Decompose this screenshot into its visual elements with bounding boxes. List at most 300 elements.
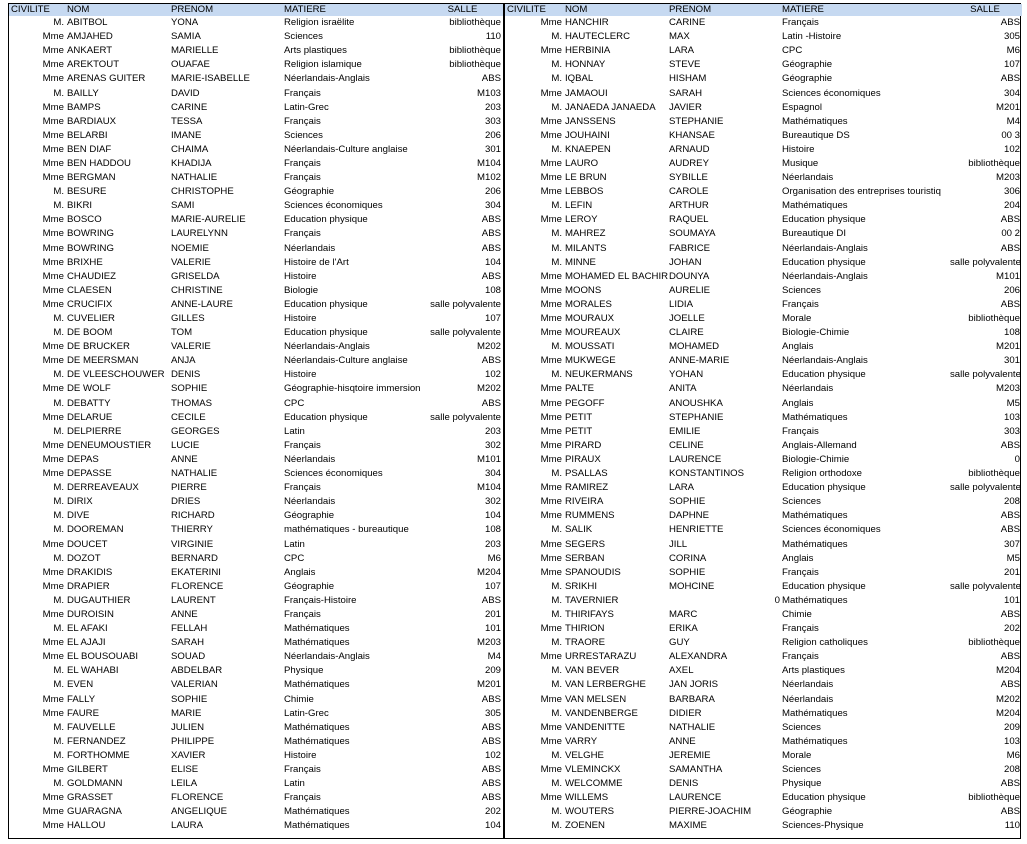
table-row (505, 382, 1022, 396)
matiere-cell: Sciences économiques (284, 468, 383, 480)
table-row (9, 213, 503, 227)
nom-cell: ABITBOL (67, 17, 108, 29)
civilite-cell: M. (53, 327, 64, 339)
nom-cell: DE BRUCKER (67, 341, 130, 353)
table-row (9, 608, 503, 622)
salle-cell: salle polyvalente (950, 369, 1021, 381)
salle-cell: 102 (484, 749, 501, 761)
civilite-cell: M. (53, 524, 64, 536)
salle-cell: M101 (477, 453, 501, 465)
prenom-cell: CHAIMA (171, 143, 209, 155)
table-row (505, 199, 1022, 213)
civilite-cell: Mme (540, 425, 562, 437)
prenom-cell: JULIEN (171, 721, 205, 733)
civilite-cell: Mme (540, 538, 562, 550)
matiere-cell: Education physique (782, 369, 866, 381)
table-row (505, 213, 1022, 227)
nom-cell: BARDIAUX (67, 115, 117, 127)
prenom-cell: JOELLE (669, 313, 705, 325)
civilite-cell: Mme (42, 453, 64, 465)
matiere-cell: Histoire (782, 143, 815, 155)
prenom-cell: NATHALIE (171, 468, 218, 480)
table-row (9, 44, 503, 58)
matiere-cell: Néerlandais-Culture anglaise (284, 355, 408, 367)
salle-cell: 102 (1003, 143, 1020, 155)
nom-cell: DUROISIN (67, 608, 114, 620)
matiere-cell: Chimie (782, 608, 812, 620)
table-row (9, 777, 503, 791)
civilite-cell: M. (53, 749, 64, 761)
civilite-cell: Mme (42, 115, 64, 127)
nom-cell: BERGMAN (67, 172, 116, 184)
nom-cell: DOOREMAN (67, 524, 124, 536)
matiere-cell: Mathématiques (782, 594, 848, 606)
civilite-cell: Mme (540, 270, 562, 282)
salle-cell: M4 (487, 651, 501, 663)
header-civilite: CIVILITE (505, 4, 565, 16)
nom-cell: BELARBI (67, 129, 108, 141)
civilite-cell: M. (551, 143, 562, 155)
nom-cell: DEPAS (67, 453, 99, 465)
prenom-cell: SOPHIE (669, 496, 706, 508)
salle-cell: ABS (481, 397, 501, 409)
prenom-cell: ELISE (171, 764, 199, 776)
nom-cell: DELPIERRE (67, 425, 122, 437)
table-row (9, 481, 503, 495)
nom-cell: GUARAGNA (67, 806, 122, 818)
matiere-cell: Latin-Grec (284, 101, 329, 113)
table-row (9, 157, 503, 171)
nom-cell: EVEN (67, 679, 94, 691)
table-row (505, 509, 1022, 523)
salle-cell: 101 (1003, 594, 1020, 606)
salle-cell: 206 (484, 129, 501, 141)
civilite-cell: M. (551, 637, 562, 649)
prenom-cell: THOMAS (171, 397, 213, 409)
table-row (505, 678, 1022, 692)
civilite-cell: Mme (540, 45, 562, 57)
salle-cell: salle polyvalente (950, 580, 1021, 592)
matiere-cell: Géographie (782, 59, 833, 71)
table-row (505, 819, 1022, 833)
nom-cell: EL BOUSOUABI (67, 651, 139, 663)
nom-cell: CRUCIFIX (67, 298, 113, 310)
table-row (9, 30, 503, 44)
civilite-cell: Mme (42, 341, 64, 353)
matiere-cell: Histoire de l'Art (284, 256, 349, 268)
prenom-cell: FLORENCE (171, 580, 224, 592)
table-row (505, 326, 1022, 340)
civilite-cell: M. (551, 341, 562, 353)
nom-cell: DELARUE (67, 411, 113, 423)
matiere-cell: Mathématiques (284, 637, 350, 649)
table-row (9, 693, 503, 707)
salle-cell: ABS (481, 735, 501, 747)
civilite-cell: M. (551, 242, 562, 254)
prenom-cell: FABRICE (669, 242, 711, 254)
civilite-cell: Mme (42, 707, 64, 719)
civilite-cell: M. (53, 510, 64, 522)
salle-cell: ABS (481, 778, 501, 790)
salle-cell: ABS (481, 228, 501, 240)
prenom-cell: DOUNYA (669, 270, 710, 282)
civilite-cell: Mme (540, 623, 562, 635)
extra-value: 0 (774, 594, 780, 606)
prenom-cell: JAVIER (669, 101, 702, 113)
civilite-cell: M. (551, 101, 562, 113)
civilite-cell: Mme (540, 411, 562, 423)
prenom-cell: NOEMIE (171, 242, 209, 254)
matiere-cell: Chimie (284, 693, 314, 705)
nom-cell: MOUSSATI (565, 341, 615, 353)
civilite-cell: M. (53, 496, 64, 508)
matiere-cell: CPC (284, 552, 305, 564)
table-row (505, 439, 1022, 453)
matiere-cell: Néerlandais (284, 453, 336, 465)
nom-cell: DOZOT (67, 552, 101, 564)
matiere-cell: Anglais (782, 397, 814, 409)
civilite-cell: Mme (42, 608, 64, 620)
prenom-cell (669, 594, 782, 608)
nom-cell: DE MEERSMAN (67, 355, 139, 367)
civilite-cell: Mme (540, 214, 562, 226)
matiere-cell: Education physique (284, 327, 368, 339)
nom-cell: VAN MELSEN (565, 693, 627, 705)
prenom-cell: JEREMIE (669, 749, 711, 761)
salle-cell: M204 (477, 566, 501, 578)
civilite-cell: Mme (540, 298, 562, 310)
prenom-cell: KHADIJA (171, 157, 212, 169)
nom-cell: MAHREZ (565, 228, 606, 240)
matiere-cell: Education physique (782, 580, 866, 592)
table-row (9, 425, 503, 439)
table-row (9, 819, 503, 833)
civilite-cell: M. (551, 608, 562, 620)
matiere-cell: Mathématiques (782, 115, 848, 127)
table-row (9, 199, 503, 213)
civilite-cell: M. (551, 820, 562, 832)
nom-cell: MOURAUX (565, 313, 615, 325)
matiere-cell: Histoire (284, 313, 317, 325)
prenom-cell: DENIS (171, 369, 201, 381)
salle-cell: 104 (484, 820, 501, 832)
table-row (505, 721, 1022, 735)
nom-cell: WOUTERS (565, 806, 615, 818)
civilite-cell: Mme (42, 59, 64, 71)
table-row (505, 171, 1022, 185)
salle-cell: 104 (484, 256, 501, 268)
table-row (505, 397, 1022, 411)
salle-cell: 204 (1003, 200, 1020, 212)
civilite-cell: Mme (42, 538, 64, 550)
nom-cell: HALLOU (67, 820, 106, 832)
prenom-cell: MARIELLE (171, 45, 219, 57)
civilite-cell: M. (551, 200, 562, 212)
salle-cell: M203 (996, 172, 1020, 184)
salle-cell: 201 (484, 608, 501, 620)
nom-cell: MOONS (565, 284, 602, 296)
table-row (9, 566, 503, 580)
prenom-cell: MARC (669, 608, 698, 620)
prenom-cell: LARA (669, 482, 695, 494)
salle-cell: ABS (481, 693, 501, 705)
nom-cell: SRIKHI (565, 580, 597, 592)
prenom-cell: ARNAUD (669, 143, 710, 155)
prenom-cell: CORINA (669, 552, 707, 564)
prenom-cell: DAVID (171, 87, 200, 99)
table-row (505, 693, 1022, 707)
matiere-cell: Géographie (284, 510, 335, 522)
civilite-cell: Mme (540, 327, 562, 339)
table-row (9, 749, 503, 763)
salle-cell: 107 (1003, 59, 1020, 71)
table-row (505, 537, 1022, 551)
nom-cell: PETIT (565, 411, 593, 423)
salle-cell: 303 (1003, 425, 1020, 437)
matiere-cell: Français (284, 87, 321, 99)
matiere-cell: Anglais-Allemand (782, 439, 857, 451)
civilite-cell: Mme (540, 87, 562, 99)
nom-cell: JANSSENS (565, 115, 616, 127)
nom-cell: ANKAERT (67, 45, 113, 57)
matiere-cell: Sciences économiques (782, 87, 881, 99)
table-row (9, 382, 503, 396)
prenom-cell: KHANSAE (669, 129, 715, 141)
prenom-cell: NATHALIE (171, 172, 218, 184)
prenom-cell: CARINE (669, 17, 706, 29)
civilite-cell: M. (53, 200, 64, 212)
prenom-cell: THIERRY (171, 524, 213, 536)
table-row (9, 721, 503, 735)
prenom-cell: SOPHIE (669, 566, 706, 578)
civilite-cell: M. (551, 749, 562, 761)
nom-cell: ZOENEN (565, 820, 605, 832)
nom-cell: CLAESEN (67, 284, 112, 296)
salle-cell: 203 (484, 425, 501, 437)
nom-cell: DE WOLF (67, 383, 111, 395)
nom-cell: VELGHE (565, 749, 604, 761)
salle-cell: 0 (1014, 453, 1020, 465)
prenom-cell: TESSA (171, 115, 203, 127)
prenom-cell: LARA (669, 45, 695, 57)
salle-cell: ABS (1000, 608, 1020, 620)
nom-cell: CHAUDIEZ (67, 270, 117, 282)
salle-cell: ABS (1000, 510, 1020, 522)
nom-cell: VANDENITTE (565, 721, 626, 733)
prenom-cell: MOHCINE (669, 580, 715, 592)
table-row (505, 227, 1022, 241)
teacher-table-right (505, 4, 1022, 833)
table-row (505, 594, 1022, 608)
civilite-cell: Mme (42, 580, 64, 592)
nom-cell: BOWRING (67, 242, 114, 254)
civilite-cell: Mme (42, 792, 64, 804)
prenom-cell: STEVE (669, 59, 701, 71)
table-row (505, 143, 1022, 157)
table-row (505, 636, 1022, 650)
matiere-cell: Néerlandais-Culture anglaise (284, 143, 408, 155)
civilite-cell: M. (53, 594, 64, 606)
civilite-cell: M. (53, 425, 64, 437)
table-row (9, 594, 503, 608)
left-table-block (9, 4, 503, 838)
civilite-cell: Mme (42, 129, 64, 141)
prenom-cell: LAURENT (171, 594, 216, 606)
salle-cell: M101 (996, 270, 1020, 282)
civilite-cell: M. (551, 679, 562, 691)
civilite-cell: Mme (42, 31, 64, 43)
salle-cell: bibliothèque (968, 157, 1020, 169)
nom-cell: HANCHIR (565, 17, 609, 29)
salle-cell: M201 (996, 341, 1020, 353)
nom-cell: LE BRUN (565, 172, 607, 184)
prenom-cell: LEILA (171, 778, 198, 790)
prenom-cell: MAX (669, 31, 690, 43)
salle-cell: ABS (481, 355, 501, 367)
matiere-cell: Français (284, 439, 321, 451)
salle-cell: 108 (484, 284, 501, 296)
table-row (9, 129, 503, 143)
prenom-cell: SAMIA (171, 31, 201, 43)
civilite-cell: M. (551, 778, 562, 790)
prenom-cell: LAURA (171, 820, 203, 832)
nom-cell: VANDENBERGE (565, 707, 638, 719)
matiere-cell: mathématiques - bureautique (284, 524, 409, 536)
table-row (9, 86, 503, 100)
table-row (505, 707, 1022, 721)
matiere-cell: Anglais (284, 566, 316, 578)
prenom-cell: MAXIME (669, 820, 707, 832)
salle-cell: 107 (484, 313, 501, 325)
matiere-cell: Français (782, 17, 819, 29)
salle-cell: 306 (1003, 186, 1020, 198)
table-row (9, 340, 503, 354)
civilite-cell: Mme (540, 510, 562, 522)
table-row (9, 227, 503, 241)
header-prenom: PRENOM (171, 4, 284, 16)
matiere-cell: Espagnol (782, 101, 823, 113)
matiere-cell: Religion islamique (284, 59, 362, 71)
prenom-cell: VALERIE (171, 341, 211, 353)
nom-cell: FERNANDEZ (67, 735, 126, 747)
civilite-cell: M. (53, 778, 64, 790)
matiere-cell: Mathématiques (284, 679, 350, 691)
nom-cell: DENEUMOUSTIER (67, 439, 152, 451)
prenom-cell: CLAIRE (669, 327, 704, 339)
table-row (9, 312, 503, 326)
prenom-cell: PIERRE-JOACHIM (669, 806, 752, 818)
table-row (9, 523, 503, 537)
civilite-cell: Mme (42, 143, 64, 155)
matiere-cell: Français (782, 566, 819, 578)
nom-cell: RUMMENS (565, 510, 615, 522)
nom-cell: FALLY (67, 693, 96, 705)
civilite-cell: M. (53, 552, 64, 564)
nom-cell: DEPASSE (67, 468, 112, 480)
prenom-cell: RICHARD (171, 510, 215, 522)
prenom-cell: PIERRE (171, 482, 207, 494)
table-row (505, 791, 1022, 805)
salle-cell: ABS (1000, 73, 1020, 85)
table-row (9, 791, 503, 805)
nom-cell: MILANTS (565, 242, 607, 254)
salle-cell: ABS (481, 594, 501, 606)
civilite-cell: Mme (540, 693, 562, 705)
civilite-cell: Mme (42, 764, 64, 776)
matiere-cell: Education physique (782, 482, 866, 494)
matiere-cell: Français (284, 482, 321, 494)
table-row (505, 481, 1022, 495)
table-row (505, 368, 1022, 382)
salle-cell: 201 (1003, 566, 1020, 578)
salle-cell: bibliothèque (968, 313, 1020, 325)
prenom-cell: MARIE-ISABELLE (171, 73, 250, 85)
prenom-cell: EKATERINI (171, 566, 221, 578)
civilite-cell: Mme (42, 383, 64, 395)
civilite-cell: Mme (540, 764, 562, 776)
table-row (505, 495, 1022, 509)
matiere-cell: Sciences (782, 496, 821, 508)
salle-cell: 00 2 (1001, 228, 1020, 240)
nom-cell: BAILLY (67, 87, 99, 99)
nom-cell: BEN HADDOU (67, 157, 131, 169)
prenom-cell: DAPHNE (669, 510, 709, 522)
salle-cell: M6 (1006, 45, 1020, 57)
salle-cell: M6 (1006, 749, 1020, 761)
table-row (9, 580, 503, 594)
table-row (505, 270, 1022, 284)
header-salle: SALLE (950, 4, 1022, 16)
civilite-cell: Mme (42, 806, 64, 818)
table-row (9, 16, 503, 30)
matiere-cell: Sciences (782, 721, 821, 733)
prenom-cell: VALERIE (171, 256, 211, 268)
nom-cell: THIRION (565, 623, 605, 635)
salle-cell: 202 (484, 806, 501, 818)
table-row (505, 763, 1022, 777)
nom-cell: JANAEDA JANAEDA (565, 101, 656, 113)
salle-cell: 202 (1003, 623, 1020, 635)
prenom-cell: LIDIA (669, 298, 693, 310)
civilite-cell: Mme (540, 17, 562, 29)
table-row (505, 72, 1022, 86)
nom-cell: VAN LERBERGHE (565, 679, 646, 691)
civilite-cell: Mme (540, 355, 562, 367)
salle-cell: salle polyvalente (950, 256, 1021, 268)
prenom-cell: BERNARD (171, 552, 218, 564)
civilite-cell: M. (53, 397, 64, 409)
nom-cell: DOUCET (67, 538, 108, 550)
prenom-cell: CECILE (171, 411, 206, 423)
salle-cell: 206 (1003, 284, 1020, 296)
header-matiere: MATIERE (284, 4, 424, 16)
header-prenom: PRENOM (669, 4, 782, 16)
matiere-cell: Sciences (782, 284, 821, 296)
prenom-cell: XAVIER (171, 749, 206, 761)
prenom-cell: TOM (171, 327, 193, 339)
nom-cell: DRAKIDIS (67, 566, 113, 578)
nom-cell: LAURO (565, 157, 599, 169)
nom-cell: DE VLEESCHOUWER (67, 369, 165, 381)
nom-cell: CUVELIER (67, 313, 115, 325)
prenom-cell: SAMANTHA (669, 764, 723, 776)
prenom-cell: NATHALIE (669, 721, 716, 733)
salle-cell: 206 (484, 186, 501, 198)
nom-cell: IQBAL (565, 73, 594, 85)
prenom-cell: GEORGES (171, 425, 220, 437)
nom-cell: SERBAN (565, 552, 605, 564)
table-row (505, 749, 1022, 763)
